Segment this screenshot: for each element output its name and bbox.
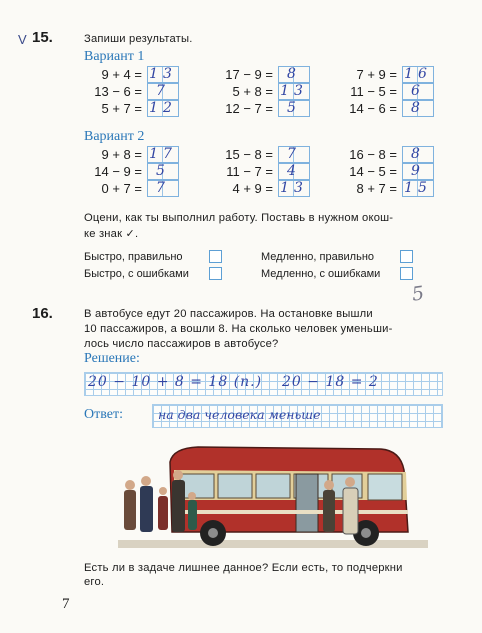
equation-row (213, 180, 310, 196)
bus-illustration (118, 440, 428, 555)
answer-cell[interactable]: 4 (278, 163, 310, 180)
equation-expression: 9 + 8 = (101, 146, 142, 162)
check-mark: V (18, 32, 27, 47)
answer-cell[interactable]: 9 (402, 163, 434, 180)
equation-expression: 14 − 5 = (349, 163, 397, 179)
answer-text: на два человека меньше (158, 407, 321, 422)
equation-expression: 11 − 5 = (350, 83, 397, 99)
page-number: 7 (62, 596, 70, 612)
option-slow-correct-checkbox[interactable] (400, 250, 413, 263)
grade-mark: 5 (410, 282, 426, 306)
equation-row (84, 163, 179, 179)
answer-cell[interactable]: 13 (147, 66, 179, 83)
task-number-15: 15. (32, 29, 53, 46)
answer-cell[interactable]: 16 (402, 66, 434, 83)
equation-expression: 0 + 7 = (101, 180, 142, 196)
equation-expression: 11 − 7 = (226, 163, 273, 179)
question-line-2: его. (84, 576, 105, 588)
equation-row (340, 180, 434, 196)
answer-cell[interactable]: 12 (147, 100, 179, 117)
equation-row (84, 180, 179, 196)
equation-expression: 15 − 8 = (225, 146, 273, 162)
task-number-16: 16. (32, 305, 53, 322)
answer-cell[interactable]: 7 (147, 180, 179, 197)
equation-row (213, 83, 310, 99)
answer-label: Ответ: (84, 407, 123, 422)
equation-expression: 4 + 9 = (232, 180, 273, 196)
equation-expression: 16 − 8 = (349, 146, 397, 162)
equation-row (340, 146, 434, 162)
equation-row (213, 100, 310, 116)
equation-row (340, 83, 434, 99)
equation-row (213, 163, 310, 179)
answer-cell[interactable]: 8 (278, 66, 310, 83)
answer-cell[interactable]: 17 (147, 146, 179, 163)
equation-expression: 14 − 9 = (94, 163, 142, 179)
equation-expression: 5 + 7 = (101, 100, 142, 116)
option-fast-errors-label: Быстро, с ошибками (84, 268, 189, 280)
option-slow-correct-label: Медленно, правильно (261, 251, 375, 263)
answer-cell[interactable]: 8 (402, 100, 434, 117)
option-slow-errors-label: Медленно, с ошибками (261, 268, 381, 280)
equation-expression: 14 − 6 = (349, 100, 397, 116)
option-fast-correct-checkbox[interactable] (209, 250, 222, 263)
equation-expression: 12 − 7 = (225, 100, 273, 116)
option-slow-errors-checkbox[interactable] (400, 267, 413, 280)
equation-expression: 5 + 8 = (232, 83, 273, 99)
answer-cell[interactable]: 13 (278, 180, 310, 197)
question-line-1: Есть ли в задаче лишнее данное? Если есть, то подчеркни (84, 562, 403, 574)
answer-cell[interactable]: 7 (147, 83, 179, 100)
equation-expression: 7 + 9 = (356, 66, 397, 82)
solution-expression-2: 20 − 18 = 2 (282, 374, 379, 390)
equation-expression: 17 − 9 = (225, 66, 273, 82)
equation-row (213, 66, 310, 82)
equation-row (84, 100, 179, 116)
answer-cell[interactable]: 15 (402, 180, 434, 197)
equation-expression: 8 + 7 = (356, 180, 397, 196)
answer-cell[interactable]: 13 (278, 83, 310, 100)
equation-row (340, 163, 434, 179)
task15-instruction: Запиши результаты. (84, 33, 193, 45)
assessment-line-2: ке знак ✓. (84, 228, 139, 240)
equation-row (340, 66, 434, 82)
task16-text-line-1: В автобусе едут 20 пассажиров. На остановке вышли (84, 308, 373, 320)
option-fast-errors-checkbox[interactable] (209, 267, 222, 280)
answer-cell[interactable]: 5 (278, 100, 310, 117)
equation-row (84, 146, 179, 162)
solution-label: Решение: (84, 351, 140, 366)
equation-row (84, 66, 179, 82)
variant-2-title: Вариант 2 (84, 129, 145, 144)
equation-row (213, 146, 310, 162)
task16-text-line-2: 10 пассажиров, а вошли 8. На сколько человек уменьши- (84, 323, 393, 335)
solution-expression-1: 20 − 10 + 8 = 18 (п.) (88, 374, 263, 390)
equation-row (340, 100, 434, 116)
task16-text-line-3: лось число пассажиров в автобусе? (84, 338, 279, 350)
assessment-line-1: Оцени, как ты выполнил работу. Поставь в нужном окош- (84, 212, 394, 224)
variant-1-title: Вариант 1 (84, 49, 145, 64)
answer-cell[interactable]: 6 (402, 83, 434, 100)
equation-row (84, 83, 179, 99)
answer-cell[interactable]: 7 (278, 146, 310, 163)
answer-cell[interactable]: 8 (402, 146, 434, 163)
equation-expression: 9 + 4 = (101, 66, 142, 82)
equation-expression: 13 − 6 = (94, 83, 142, 99)
option-fast-correct-label: Быстро, правильно (84, 251, 183, 263)
answer-cell[interactable]: 5 (147, 163, 179, 180)
